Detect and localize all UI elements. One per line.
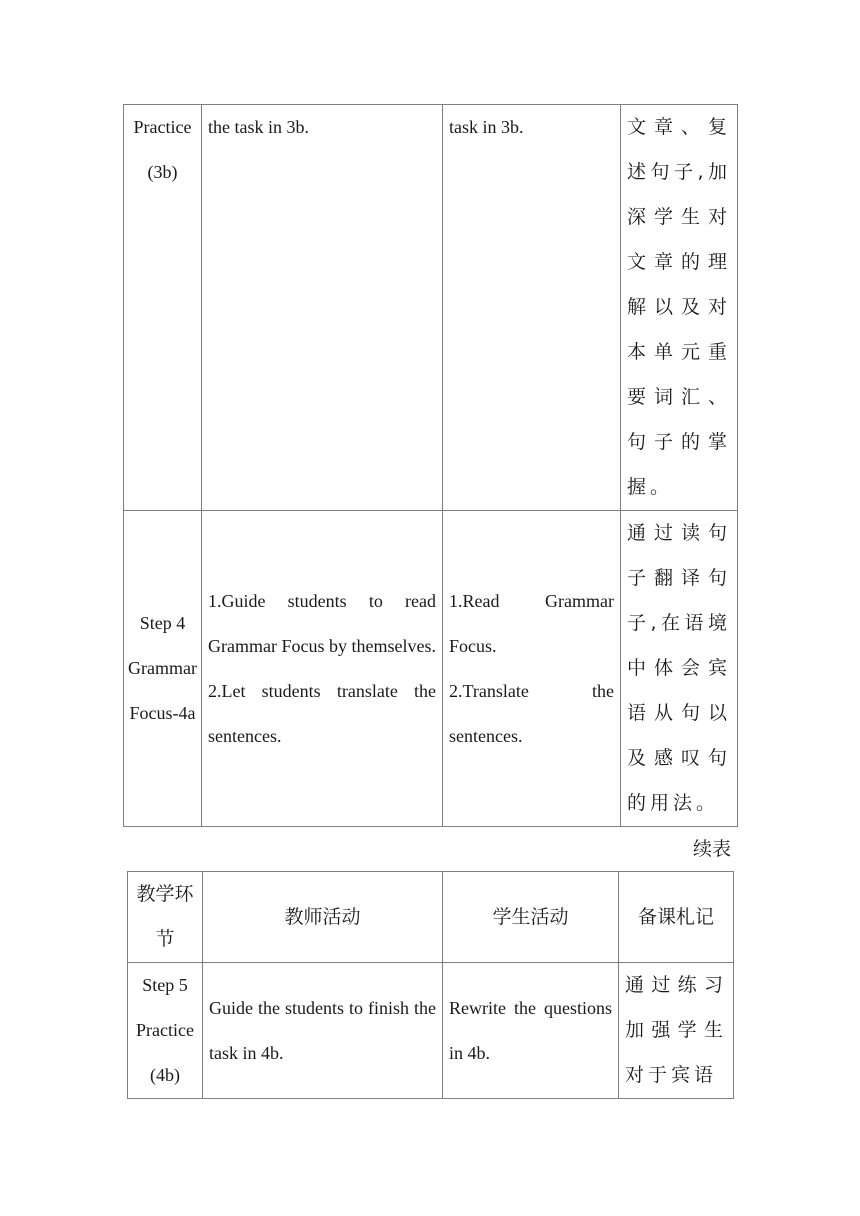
table-row [124,511,738,827]
notes-cell [619,963,734,1099]
student-activity-text: task in 3b. [449,117,524,137]
notes-cell [621,105,738,511]
stage-line: Step 5 [142,975,188,995]
stage-cell [128,963,203,1099]
stage-line: Step 4 [139,613,186,633]
stage-line: (4b) [150,1065,180,1085]
stage-line: Focus-4a [129,703,196,723]
teacher-activity-text: the task in 3b. [208,117,309,137]
notes-cell [621,511,738,827]
stage-line: Grammar [128,658,197,678]
table-row [124,105,738,511]
stage-line: Practice [136,1020,194,1040]
student-activity-item: 2.Translate the sentences. [449,680,614,746]
student-activity-cell [443,963,619,1099]
continuation-label: 续表 [692,838,731,860]
header-stage: 教学环节 [128,872,203,963]
teacher-activity-item: 1.Guide students to read Grammar Focus by themselves. [208,590,436,656]
stage-line: (3b) [147,162,178,182]
notes-text: 通过读句子翻译句子,在语境中体会宾语从句以及感叹句的用法。 [627,522,731,814]
teacher-activity-text: Guide the students to finish the task in 4b. [209,997,436,1063]
teacher-activity-cell [202,105,443,511]
notes-text: 通过练习加强学生对于宾语 [625,974,727,1086]
stage-cell [124,105,202,511]
teacher-activity-cell [202,511,443,827]
teacher-activity-item: 2.Let students translate the sentences. [208,680,436,746]
lesson-table-part2 [127,871,734,1099]
lesson-table-part1 [123,104,738,827]
teacher-activity-cell [203,963,443,1099]
student-activity-item: 1.Read Grammar Focus. [449,590,614,656]
student-activity-cell [443,511,621,827]
header-student: 学生活动 [443,872,619,963]
header-notes: 备课札记 [619,872,734,963]
stage-line: Practice [133,117,192,137]
stage-cell [124,511,202,827]
notes-text: 文章、复述句子,加深学生对文章的理解以及对本单元重要词汇、句子的掌握。 [627,116,731,498]
student-activity-text: Rewrite the questions in 4b. [449,997,612,1063]
table-header-row [128,872,734,963]
student-activity-cell [443,105,621,511]
table-row [128,963,734,1099]
header-teacher: 教师活动 [203,872,443,963]
